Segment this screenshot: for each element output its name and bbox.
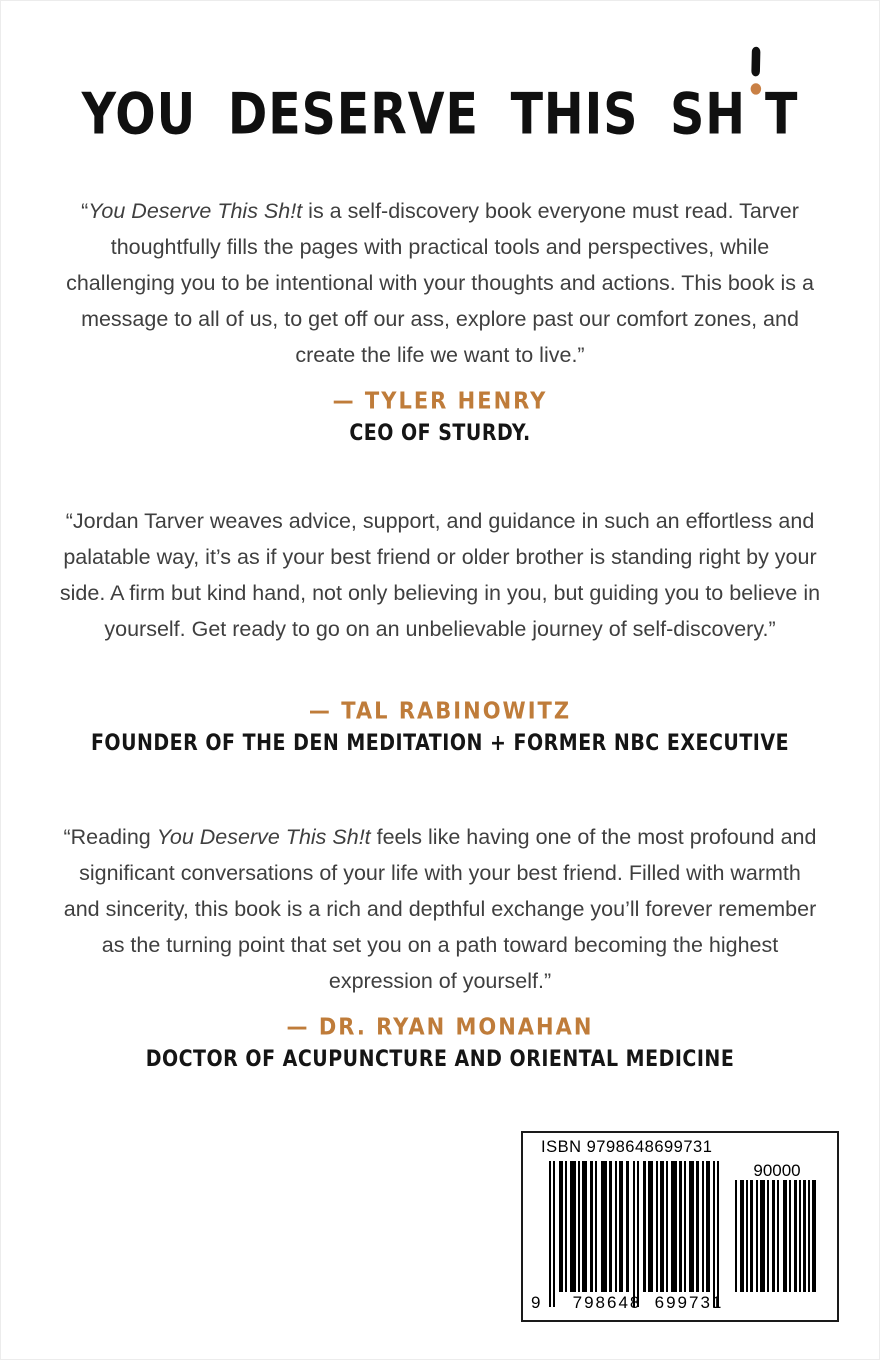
review-quote-1: “You Deserve This Sh!t is a self-discovery book everyone must read. Tarver thoughtfully fills the pages with practical tools and perspectives, while challenging you to be intentional with your thoughts and actions. This book is a message to all of us, to get off our ass, explore past our comfort zones, and create the life we want to live.” xyxy=(66,199,814,367)
ean-barcode xyxy=(549,1161,719,1307)
isbn-label: ISBN 9798648699731 xyxy=(541,1138,713,1156)
reviewer-role: CEO OF STURDY. xyxy=(349,420,531,446)
review-attribution-2 xyxy=(1,697,879,756)
ean-digit-group: 798648 xyxy=(572,1293,642,1312)
ean-digit-group: 699731 xyxy=(654,1293,724,1312)
exclamation-icon xyxy=(748,88,763,134)
review-attribution-3 xyxy=(1,1013,879,1072)
exclamation-bar xyxy=(751,47,760,77)
reviewer-name: — TAL RABINOWITZ xyxy=(308,697,572,725)
ean-addon-barcode xyxy=(735,1180,816,1292)
reviewer-role: FOUNDER OF THE DEN MEDITATION + FORMER NBC EXECUTIVE xyxy=(90,730,790,756)
reviewer-name: — DR. RYAN MONAHAN xyxy=(286,1013,594,1041)
title-prefix: YOU DESERVE THIS SH xyxy=(81,80,747,148)
reviewer-name: — TYLER HENRY xyxy=(332,387,548,415)
exclamation-dot xyxy=(751,83,761,94)
title-suffix: T xyxy=(765,80,799,148)
review-attribution-1 xyxy=(1,387,879,446)
ean-digit-group: 9 xyxy=(531,1293,541,1312)
reviewer-role: DOCTOR OF ACUPUNCTURE AND ORIENTAL MEDICINE xyxy=(145,1046,735,1072)
review-quote-2: “Jordan Tarver weaves advice, support, and guidance in such an effortless and palatable way, it’s as if your best friend or older brother is standing right by your side. A firm but kind hand, not only believing in you, but guiding you to believe in yourself. Get ready to go on an unbelievable journey of self-discovery.” xyxy=(59,509,821,641)
book-title xyxy=(23,81,857,147)
barcode-addon-code: 90000 xyxy=(753,1161,801,1180)
barcode-box xyxy=(521,1131,839,1322)
review-quote-3: “Reading You Deserve This Sh!t feels like having one of the most profound and significant conversations of your life with your best friend. Filled with warmth and sincerity, this book is a rich and depthful exchange you’ll forever remember as the turning point that set you on a path toward becoming the highest expression of yourself.” xyxy=(63,825,817,993)
